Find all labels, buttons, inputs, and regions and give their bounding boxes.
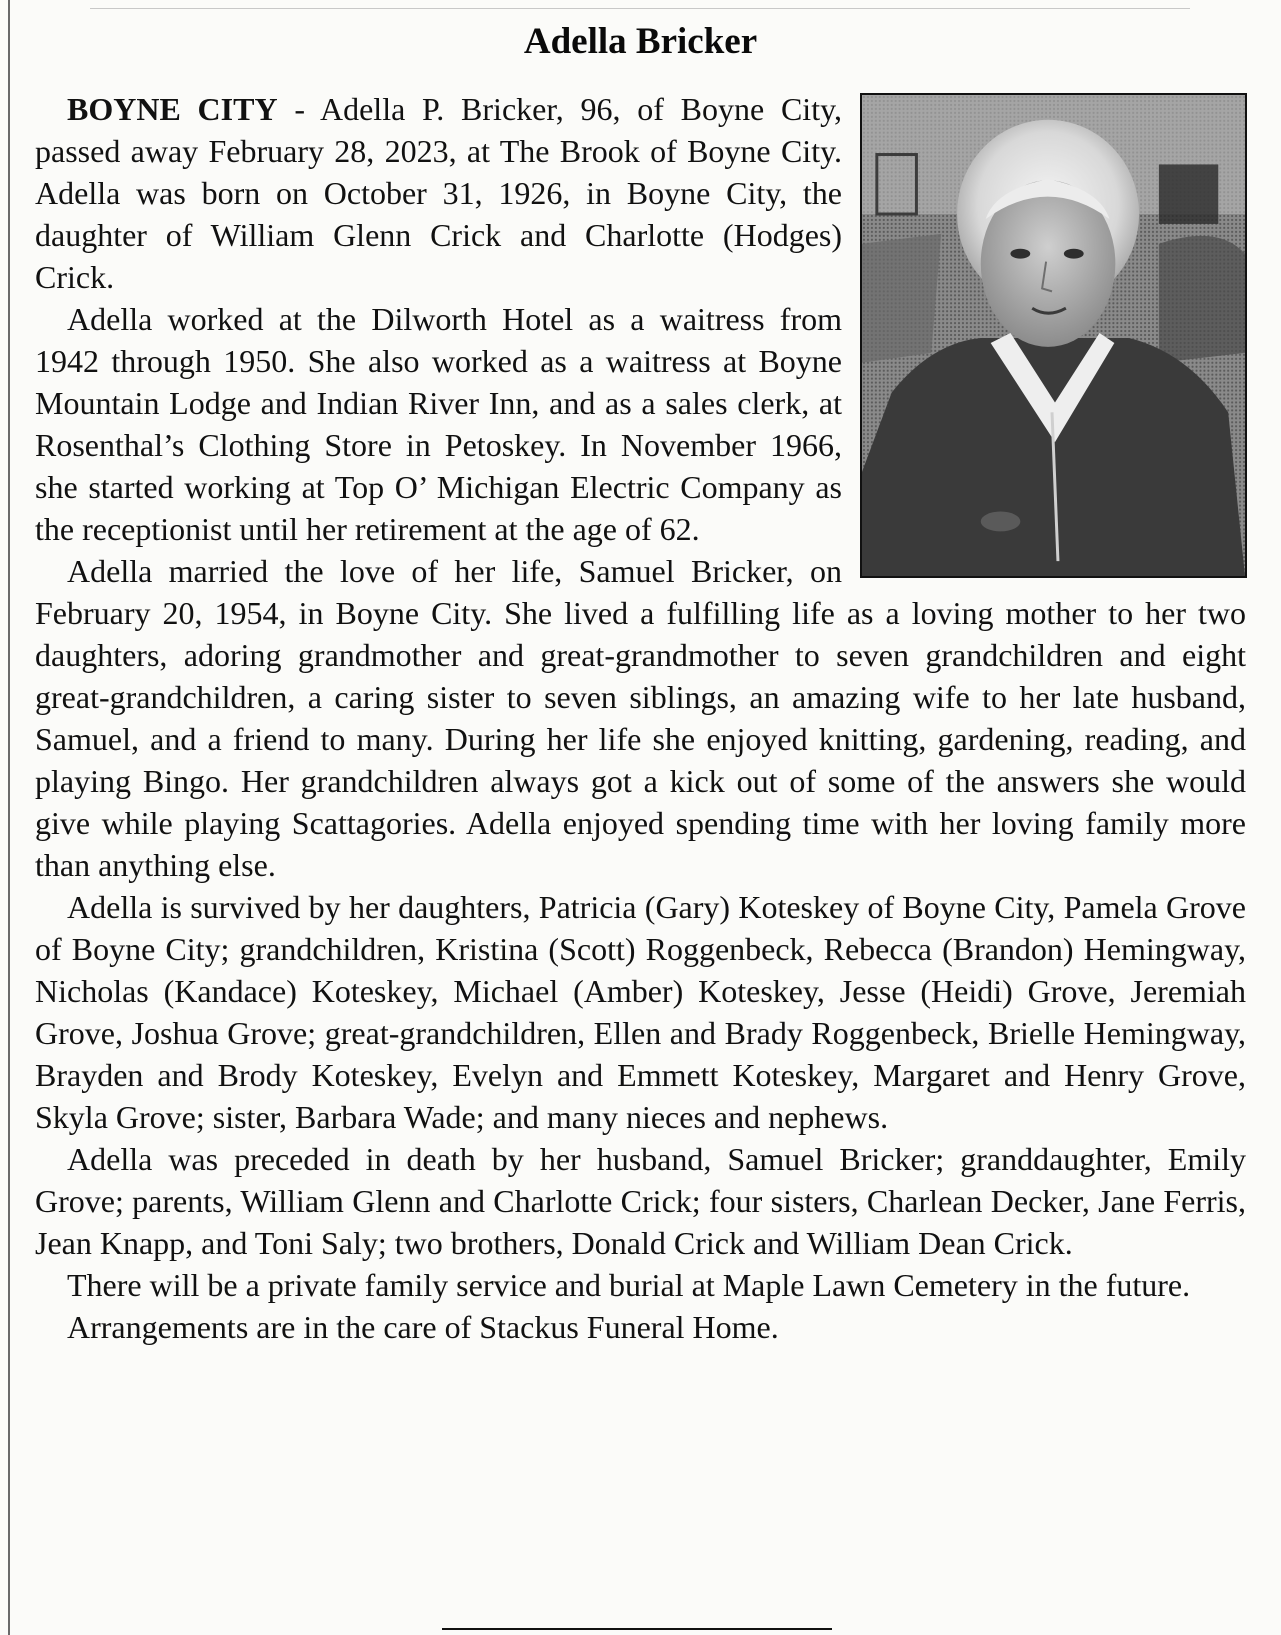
- obituary-headline: Adella Bricker: [523, 21, 758, 62]
- paragraph-1-text: - Adella P. Bricker, 96, of Boyne City, passed away February 28, 2023, at The Brook of Boyne City. Adella was born on October 31, 1926, in Boyne City, the daughter of William Glenn Crick and Charlotte (Hodges) Crick.: [35, 91, 843, 295]
- paragraph-5: Adella was preceded in death by her husband, Samuel Bricker; granddaughter, Emily Grove; parents, William Glenn and Charlotte Crick; four sisters, Charlean Decker, Jane Ferris, Jean Knapp, and Toni Saly; two brothers, Donald Crick and William Dean Crick.: [35, 1141, 1246, 1261]
- column-rule: [8, 0, 10, 1635]
- bottom-rule: [442, 1628, 832, 1630]
- paragraph-4: Adella is survived by her daughters, Patricia (Gary) Koteskey of Boyne City, Pamela Grove of Boyne City; grandchildren, Kristina (Scott) Roggenbeck, Rebecca (Brandon) Hemingway, Nicholas (Kandace) Koteskey, Michael (Amber) Koteskey, Jesse (Heidi) Grove, Jeremiah Grove, Joshua Grove; great-grandchildren, Ellen and Brady Roggenbeck, Brielle Hemingway, Brayden and Brody Koteskey, Evelyn and Emmett Koteskey, Margaret and Henry Grove, Skyla Grove; sister, Barbara Wade; and many nieces and nephews.: [35, 889, 1246, 1135]
- paragraph-3: Adella married the love of her life, Samuel Bricker, on February 20, 1954, in Boyne City. She lived a fulfilling life as a loving mother to her two daughters, adoring grandmother and great-grandmother to seven grandchildren and eight great-grandchildren, a caring sister to seven siblings, an amazing wife to her late husband, Samuel, and a friend to many. During her life she enjoyed knitting, gardening, reading, and playing Bingo. Her grandchildren always got a kick out of some of the answers she would give while playing Scattagories. Adella enjoyed spending time with her loving family more than anything else.: [35, 553, 1246, 883]
- photo-wrap-space: [842, 88, 1246, 590]
- paragraph-7: Arrangements are in the care of Stackus Funeral Home.: [67, 1309, 779, 1345]
- dateline: BOYNE CITY: [67, 91, 278, 127]
- obituary-body: [35, 88, 1246, 1348]
- top-rule: [90, 8, 1190, 9]
- paragraph-2: Adella worked at the Dilworth Hotel as a waitress from 1942 through 1950. She also worked as a waitress at Boyne Mountain Lodge and Indian River Inn, and as a sales clerk, at Rosenthal’s Clothing Store in Petoskey. In November 1966, she started working at Top O’ Michigan Electric Company as the receptionist until her retirement at the age of 62.: [35, 301, 842, 547]
- paragraph-6: There will be a private family service and burial at Maple Lawn Cemetery in the future.: [67, 1267, 1191, 1303]
